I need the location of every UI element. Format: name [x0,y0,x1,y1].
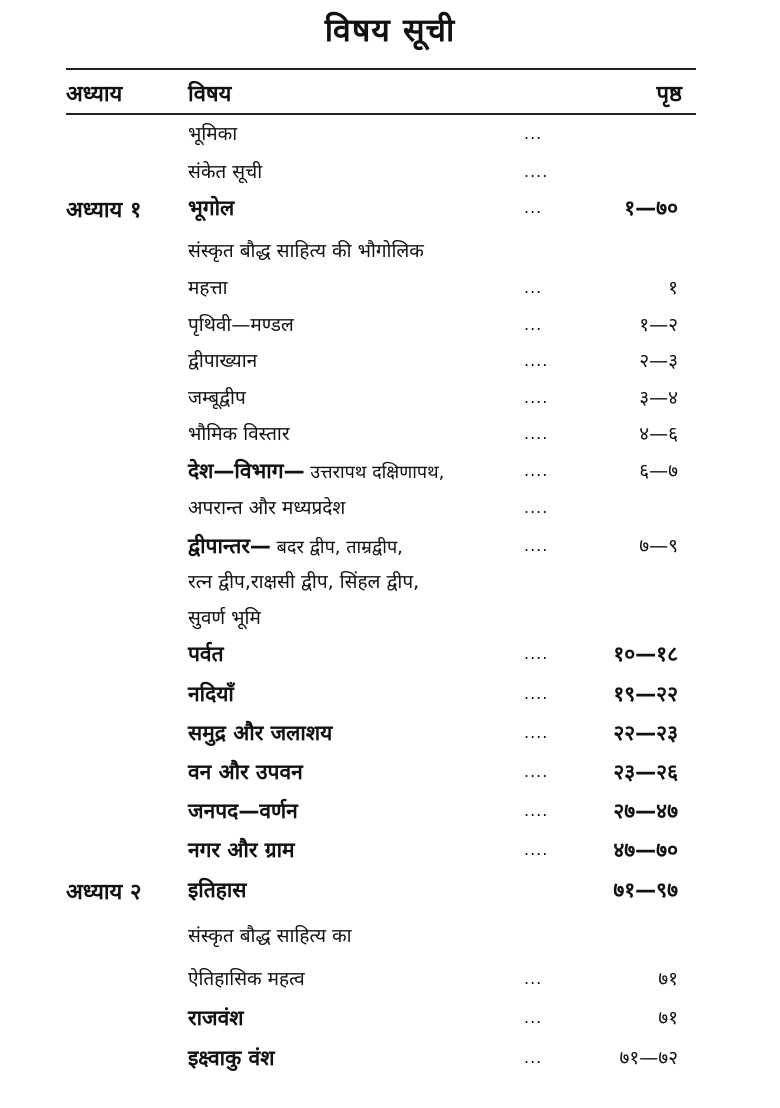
toc-subject: संस्कृत बौद्ध साहित्य की भौगोलिक [188,240,424,262]
toc-row [0,1044,780,1080]
table-header [66,74,696,114]
toc-subject: पृथिवी—मण्डल [188,314,294,336]
toc-row [0,836,780,872]
toc-page: १०—१८ [613,642,678,666]
toc-leader: .... [524,644,549,663]
toc-subject: संस्कृत बौद्ध साहित्य का [188,925,352,947]
toc-subject-detail: बदर द्वीप, ताम्रद्वीप, [270,537,403,558]
toc-row [0,532,780,568]
toc-leader: ... [524,315,543,334]
toc-page: २७—४७ [613,799,678,823]
header-subject: विषय [188,82,232,107]
toc-subject: पर्वत [188,642,224,666]
toc-row [0,194,780,230]
toc-row [0,758,780,794]
toc-page: २२—२३ [613,721,678,745]
toc-subject: भूमिका [188,123,238,145]
toc-leader: ... [524,124,543,143]
toc-page: ७१—९७ [613,878,678,902]
toc-subject: जम्बूद्वीप [188,387,246,409]
toc-page: ७१ [658,1007,678,1029]
toc-row [0,1004,780,1040]
toc-row [0,965,780,1001]
toc-row [0,568,780,604]
toc-subject: नगर और ग्राम [188,838,295,862]
toc-leader: .... [524,840,549,859]
toc-leader: ... [524,1048,543,1067]
toc-page: २—३ [639,350,678,372]
toc-page: ७१ [658,968,678,990]
toc-subject: भूगोल [188,196,235,220]
toc-chapter: अध्याय १ [66,198,142,223]
toc-row [0,237,780,273]
header-bottom-rule [66,113,696,115]
toc-row [0,311,780,347]
toc-subject: ऐतिहासिक महत्व [188,968,305,990]
toc-row [0,120,780,156]
toc-leader: .... [524,351,549,370]
toc-page: ३—४ [639,387,678,409]
toc-leader: .... [524,536,549,555]
toc-row [0,384,780,420]
toc-subject: भौमिक विस्तार [188,423,290,445]
header-chapter: अध्याय [66,82,123,107]
header-page: पृष्ठ [656,82,682,107]
toc-row [0,420,780,456]
toc-row [0,640,780,676]
toc-row [0,876,780,912]
toc-page: ४७—७० [613,838,678,862]
toc-row [0,457,780,493]
toc-leader: ... [524,969,543,988]
toc-page: २३—२६ [613,760,678,784]
toc-leader: .... [524,162,549,181]
toc-chapter: अध्याय २ [66,880,142,905]
toc-subject: जनपद—वर्णन [188,799,298,823]
toc-subject: द्वीपाख्यान [188,350,258,372]
toc-subject: महत्ता [188,277,228,299]
toc-leader: .... [524,424,549,443]
toc-row [0,680,780,716]
toc-page: ७—९ [639,535,678,557]
toc-subject: नदियाँ [188,682,234,706]
toc-page: १ [668,277,678,299]
toc-leader: .... [524,498,549,517]
toc-leader: ... [524,278,543,297]
toc-page: १—२ [639,314,678,336]
toc-subject: सुवर्ण भूमि [188,607,261,629]
toc-leader: .... [524,388,549,407]
toc-subject: समुद्र और जलाशय [188,721,333,745]
toc-subject: इतिहास [188,878,247,902]
toc-subject: वन और उपवन [188,760,303,784]
toc-row [0,494,780,530]
toc-subject-heading: देश—विभाग— [188,459,305,483]
toc-row [0,347,780,383]
toc-page: ७१—७२ [619,1047,678,1069]
toc-leader: .... [524,762,549,781]
toc-subject [188,532,403,560]
toc-leader: .... [524,461,549,480]
toc-subject: संकेत सूची [188,161,263,183]
toc-row [0,797,780,833]
toc-leader: .... [524,801,549,820]
toc-subject-detail: उत्तरापथ दक्षिणापथ, [304,462,445,483]
toc-page: १९—२२ [613,682,678,706]
toc-leader: .... [524,723,549,742]
toc-row [0,158,780,194]
toc-subject: राजवंश [188,1006,244,1030]
toc-leader: ... [524,1008,543,1027]
toc-page: ४—६ [639,423,678,445]
toc-subject: इक्ष्वाकु वंश [188,1046,275,1070]
toc-subject: रत्न द्वीप,राक्षसी द्वीप, सिंहल द्वीप, [188,571,420,593]
header-top-rule [66,68,696,70]
toc-row [0,922,780,958]
toc-row [0,719,780,755]
toc-leader: ... [524,198,543,217]
toc-row [0,604,780,640]
toc-page: ६—७ [639,460,678,482]
toc-subject-heading: द्वीपान्तर— [188,534,271,558]
toc-row [0,274,780,310]
toc-subject [188,457,444,485]
toc-page: १—७० [624,196,678,220]
toc-subject: अपरान्त और मध्यप्रदेश [188,497,346,519]
toc-leader: .... [524,684,549,703]
page-title: विषय सूची [324,11,456,49]
